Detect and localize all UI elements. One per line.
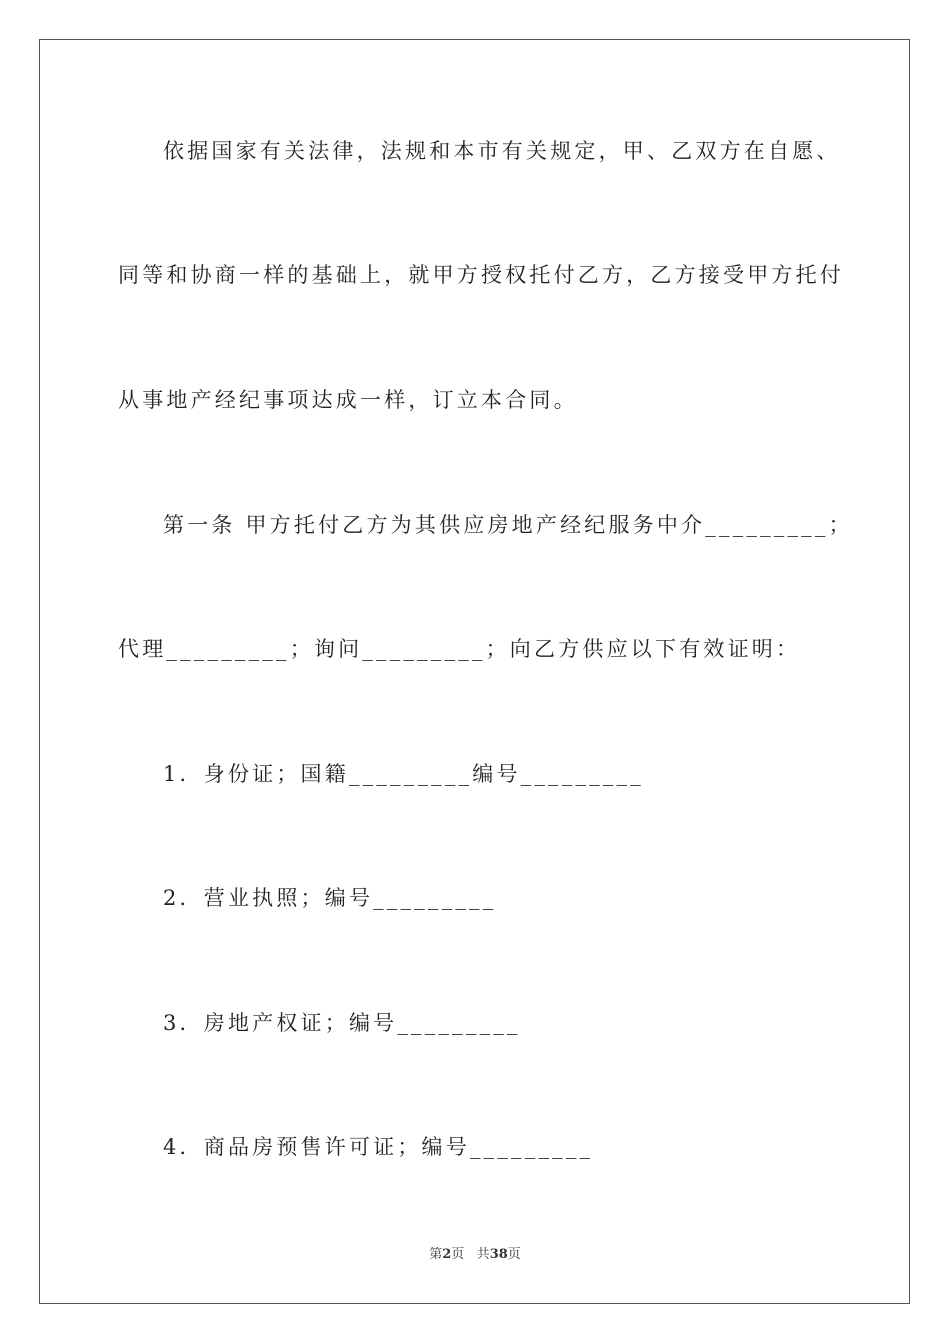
footer-total-prefix: 共 bbox=[476, 1247, 490, 1262]
footer-page-unit: 页 bbox=[451, 1247, 465, 1262]
paragraph-intro-line-1: 依据国家有关法律，法规和本市有关规定，甲、乙双方在自愿、 bbox=[163, 139, 841, 163]
list-item-property-certificate: 3．房地产权证；编号_________ bbox=[163, 1011, 521, 1035]
article-one-line-2: 代理_________；询问_________；向乙方供应以下有效证明： bbox=[118, 637, 801, 661]
article-one-line-1: 第一条 甲方托付乙方为其供应房地产经纪服务中介_________； bbox=[163, 513, 853, 537]
list-item-presale-permit: 4．商品房预售许可证；编号_________ bbox=[163, 1135, 594, 1159]
footer-total-pages: 38 bbox=[489, 1247, 508, 1262]
page-frame bbox=[39, 39, 910, 1304]
paragraph-intro-line-2: 同等和协商一样的基础上，就甲方授权托付乙方，乙方接受甲方托付 bbox=[118, 263, 844, 287]
footer-page-prefix: 第 bbox=[429, 1247, 443, 1262]
list-item-business-license: 2．营业执照；编号_________ bbox=[163, 886, 497, 910]
footer-page-number: 2 bbox=[442, 1247, 452, 1262]
footer-total-unit: 页 bbox=[507, 1247, 521, 1262]
paragraph-intro-line-3: 从事地产经纪事项达成一样，订立本合同。 bbox=[118, 388, 578, 412]
list-item-id-card: 1．身份证；国籍_________编号_________ bbox=[163, 762, 644, 786]
page-footer bbox=[0, 1243, 950, 1262]
